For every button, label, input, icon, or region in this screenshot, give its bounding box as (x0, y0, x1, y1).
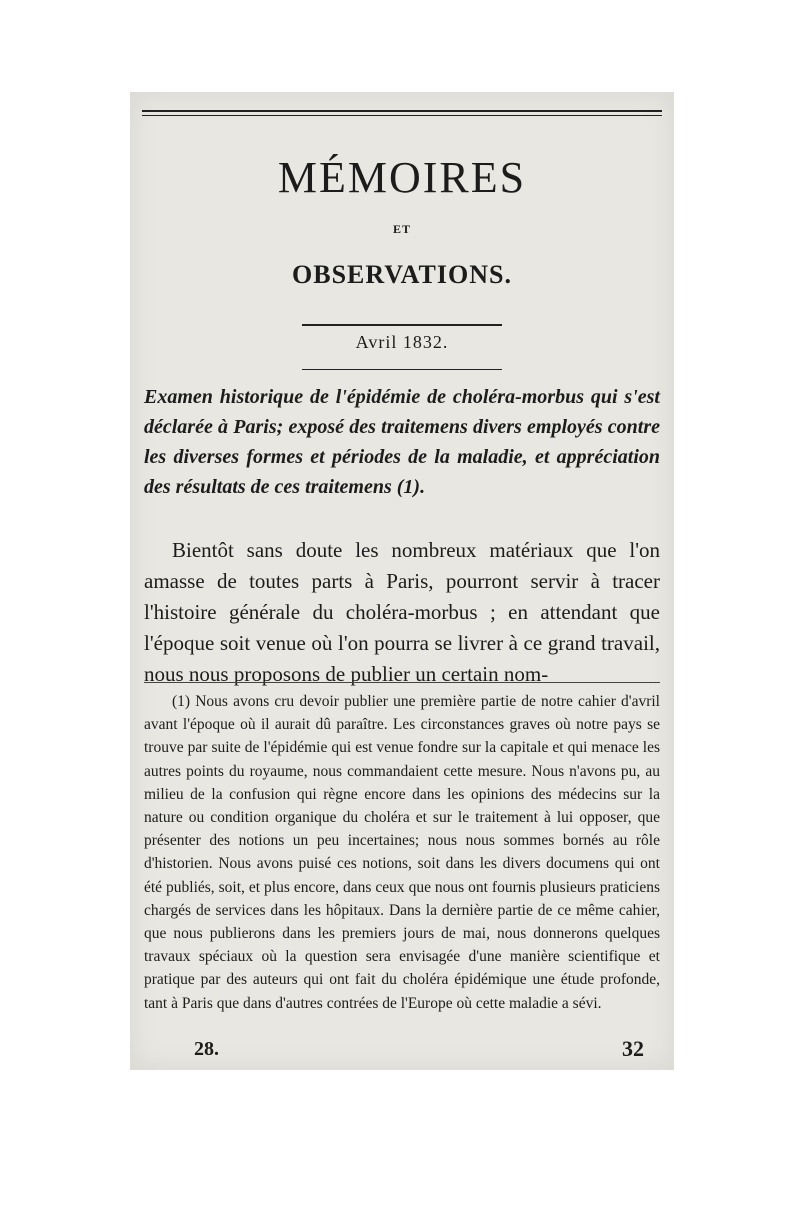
article-heading: Examen historique de l'épidémie de choléra-morbus qui s'est déclarée à Paris; exposé des traitemens divers employés contre les diverses formes et périodes de la maladie, et appréciation des résultats de ces traitemens (1). (144, 386, 660, 498)
page-title: MÉMOIRES (277, 153, 527, 202)
title-conjunction: ET (392, 222, 411, 236)
signature-mark: 28. (194, 1038, 219, 1060)
body-paragraph: Bientôt sans doute les nombreux matériaux que l'on amasse de toutes parts à Paris, pourront servir à tracer l'histoire générale du choléra-morbus ; en attendant que l'époque soit venue où l'on pourra se livrer à ce grand travail, nous nous proposons de publier un certain nom- (144, 538, 660, 686)
page-number: 32 (622, 1036, 644, 1061)
date-rule-bottom (302, 369, 502, 370)
page-subtitle: OBSERVATIONS. (292, 260, 512, 289)
issue-date: Avril 1832. (355, 332, 449, 352)
footnote-rule (144, 682, 660, 683)
scanned-page (130, 92, 674, 1070)
date-rule-top (302, 324, 502, 326)
top-rule-thin (142, 115, 662, 116)
footnote: (1) Nous avons cru devoir publier une première partie de notre cahier d'avril avant l'époque où il aurait dû paraître. Les circonstances graves où notre pays se trouve par suite de l'épidémie qui est venue fondre sur la capitale et qui menace les autres points du royaume, nous commandaient cette mesure. Nous n'avons pu, au milieu de la confusion qui règne encore dans les opinions des médecins sur la nature ou condition organique du choléra et sur le traitement à lui opposer, que présenter des notions un peu incertaines; nous nous sommes bornés au rôle d'historien. Nous avons puisé ces notions, soit dans les divers documens qui ont été publiés, soit, et plus encore, dans ceux que nous ont fournis plusieurs praticiens chargés de services dans les hôpitaux. Dans la dernière partie de ce même cahier, que nous publierons dans les premiers jours de mai, nous donnerons quelques travaux spéciaux où la question sera envisagée d'une manière scientifique et pratique par des auteurs qui ont fait du choléra épidémique une étude profonde, tant à Paris que dans d'autres contrées de l'Europe où cette maladie a sévi. (144, 693, 660, 1012)
top-rule (142, 110, 662, 112)
